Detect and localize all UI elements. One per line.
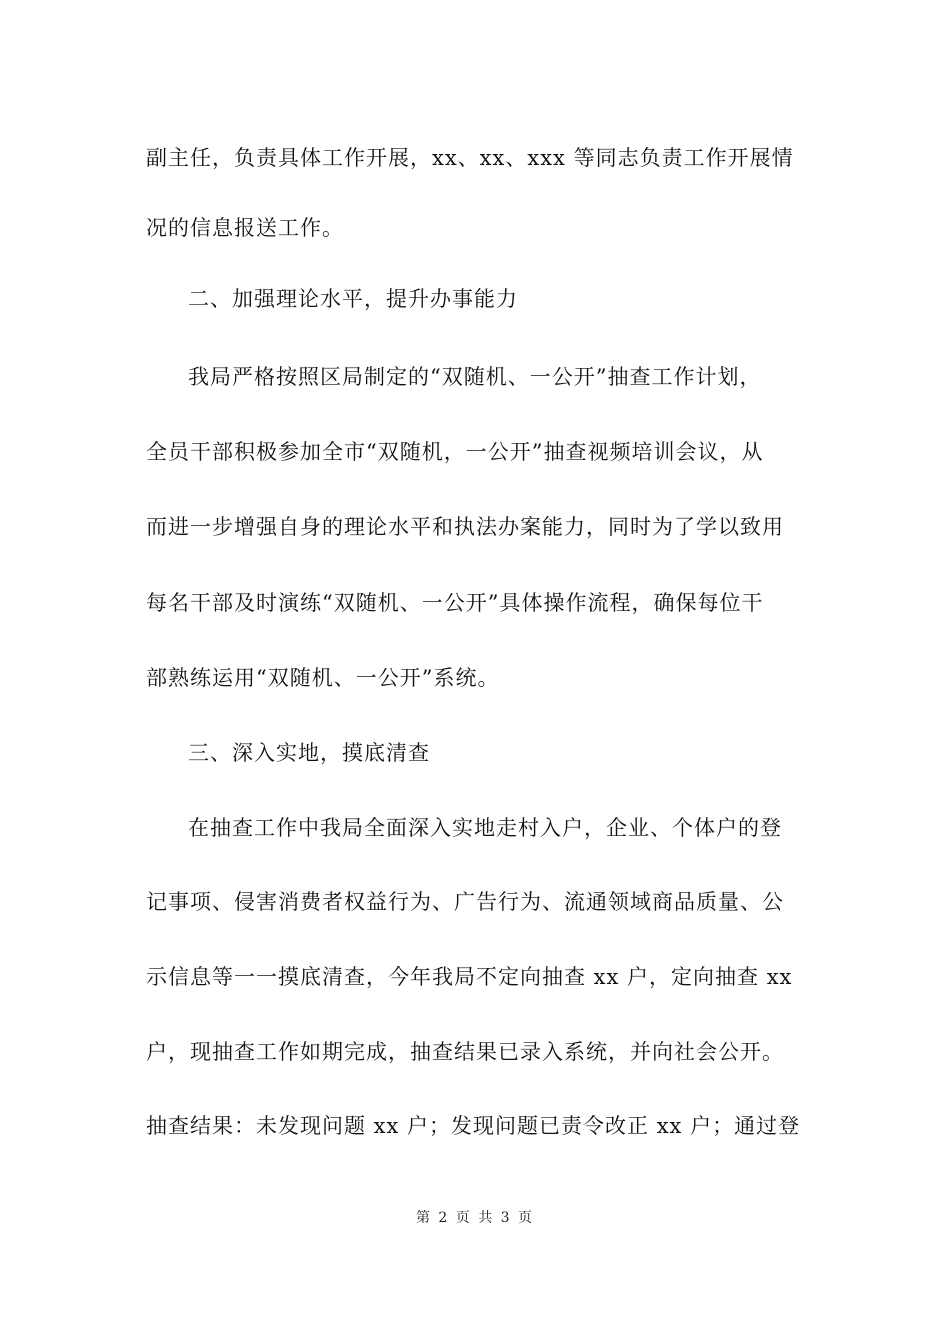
section-heading: 二、加强理论水平，提升办事能力 <box>188 287 518 311</box>
body-text-line: 户，现抽查工作如期完成，抽查结果已录入系统，并向社会公开。 <box>146 1040 784 1064</box>
body-text-line: 部熟练运用“双随机、一公开”系统。 <box>146 666 500 690</box>
body-text-line: 每名干部及时演练“双随机、一公开”具体操作流程，确保每位干 <box>146 591 764 615</box>
body-text-line: 记事项、侵害消费者权益行为、广告行为、流通领域商品质量、公 <box>146 890 784 914</box>
body-text-line: 我局严格按照区局制定的“双随机、一公开”抽查工作计划， <box>188 365 762 389</box>
body-text-line: 抽查结果：未发现问题 xx 户；发现问题已责令改正 xx 户；通过登 <box>146 1114 801 1138</box>
body-text-line: 全员干部积极参加全市“双随机，一公开”抽查视频培训会议，从 <box>146 440 764 464</box>
body-text-line: 在抽查工作中我局全面深入实地走村入户，企业、个体户的登 <box>188 816 782 840</box>
section-heading: 三、深入实地，摸底清查 <box>188 741 430 765</box>
page-number-footer: 第 2 页 共 3 页 <box>415 1210 535 1226</box>
body-text-line: 而进一步增强自身的理论水平和执法办案能力，同时为了学以致用 <box>146 515 784 539</box>
body-text-line: 示信息等一一摸底清查，今年我局不定向抽查 xx 户，定向抽查 xx <box>146 965 793 989</box>
body-text-line: 副主任，负责具体工作开展，xx、xx、xxx 等同志负责工作开展情 <box>146 146 794 170</box>
body-text-line: 况的信息报送工作。 <box>146 216 344 240</box>
